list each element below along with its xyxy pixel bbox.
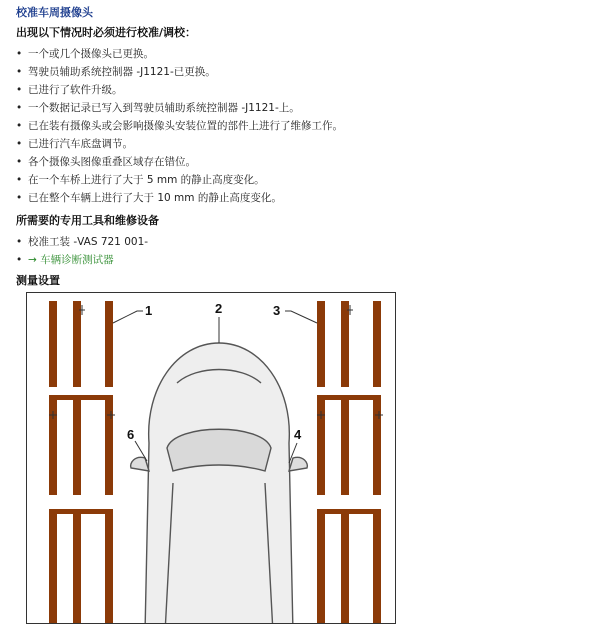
- list-item: • 已在装有摄像头或会影响摄像头安装位置的部件上进行了维修工作。: [16, 120, 343, 132]
- diagnostic-tester-link[interactable]: → 车辆诊断测试器: [28, 254, 114, 266]
- list-item: • 已在整个车辆上进行了大于 10 mm 的静止高度变化。: [16, 192, 282, 204]
- left-calibration-mat: [49, 301, 113, 623]
- callout-3: 3: [273, 303, 281, 318]
- callout-1: 1: [145, 303, 153, 318]
- list-item: • 一个或几个摄像头已更换。: [16, 48, 154, 60]
- right-calibration-mat: [317, 301, 381, 623]
- list-item: • 校准工装 -VAS 721 001-: [16, 236, 149, 248]
- list-item: • → 车辆诊断测试器: [16, 254, 114, 266]
- page-title: 校准车周摄像头: [16, 6, 93, 19]
- section-heading-tools: 所需要的专用工具和维修设备: [16, 214, 159, 227]
- callout-4: 4: [294, 427, 302, 442]
- list-item: • 已进行了软件升级。: [16, 84, 123, 96]
- list-item: • 各个摄像头图像重叠区域存在错位。: [16, 156, 196, 168]
- list-item: • 在一个车桥上进行了大于 5 mm 的静止高度变化。: [16, 174, 265, 186]
- vehicle-outline: [131, 343, 308, 623]
- list-item: • 驾驶员辅助系统控制器 -J1121-已更换。: [16, 66, 216, 78]
- callout-2: 2: [215, 301, 223, 316]
- list-item: • 一个数据记录已写入到驾驶员辅助系统控制器 -J1121-上。: [16, 102, 300, 114]
- section-heading-conditions: 出现以下情况时必须进行校准/调校：: [16, 26, 197, 39]
- section-heading-setup: 测量设置: [16, 274, 60, 287]
- list-item: • 已进行汽车底盘调节。: [16, 138, 133, 150]
- callout-6: 6: [127, 427, 135, 442]
- setup-diagram: [27, 293, 395, 623]
- calibration-setup-figure: [26, 292, 396, 624]
